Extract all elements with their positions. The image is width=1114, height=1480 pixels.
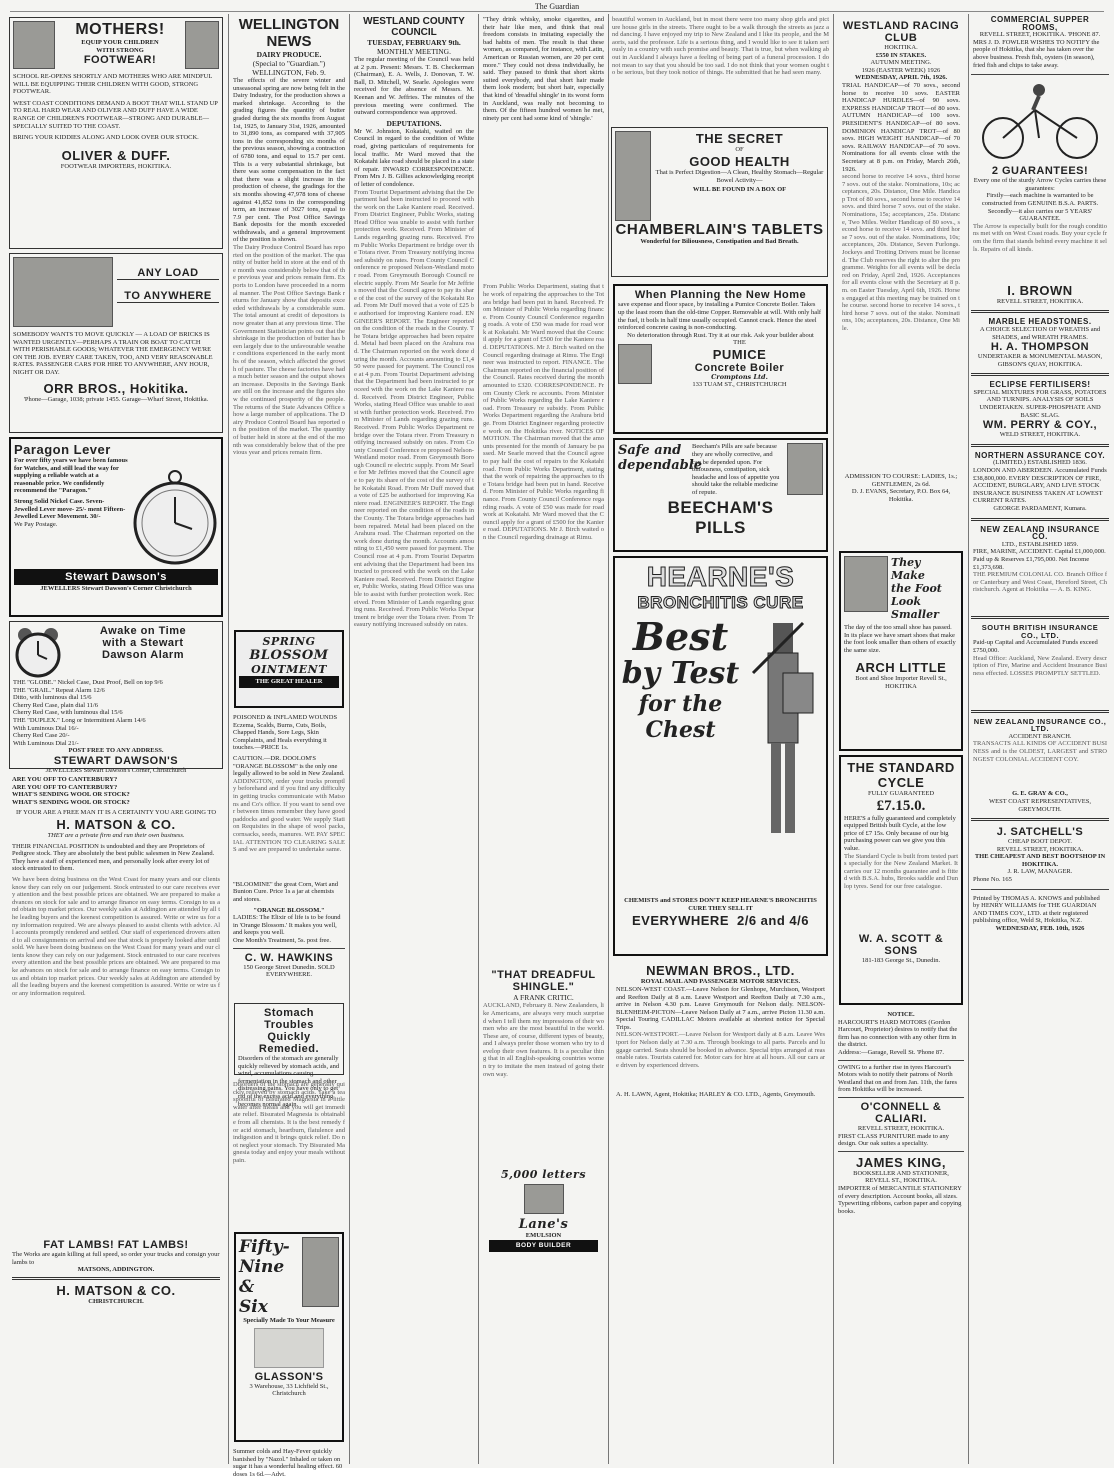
cycle-price: £7.15.0. (876, 797, 926, 814)
column-2-lower-ads (231, 1000, 347, 1478)
mothers-tag2: WITH STRONG (96, 46, 144, 54)
council-deputation: DEPUTATIONS. (386, 118, 442, 128)
arch-little-ad (839, 551, 963, 751)
hearnes-slogan3: for the Chest (638, 691, 723, 744)
northern-sub: (LIMITED.) ESTABLISHED 1836. (993, 459, 1087, 467)
notice-title: NOTICE. (887, 1011, 915, 1018)
satchell-body: THE CHEAPEST AND BEST BOOTSHOP IN HOKITIKA. (974, 853, 1106, 868)
column-rule (833, 14, 834, 1464)
any-load-tag: ANY LOAD (117, 267, 219, 280)
mothers-body3: BRING YOUR KIDDIES ALONG AND LOOK OVER OUR STOCK. (13, 134, 199, 142)
imprint-body: Printed by THOMAS A. KNOWS and published by HENRY WILLIAMS for THE GUARDIAN AND TIMES COY., LTD. at their registered publishing office, Weld St, Hokitika, N.Z. (973, 894, 1100, 925)
orange-bloomine: "BLOOMINE" the great Corn, Wart and Bunion Cure. Price 1s a jar at chemists and stores. (233, 880, 339, 903)
lanes-body: BODY BUILDER (489, 1240, 598, 1252)
alarm-item: With Luminous Dial 21/- (13, 739, 79, 747)
northern-body: LONDON AND ABERDEEN. Accumulated Funds £38,800,000. EVERY DESCRIPTION OF FIRE, ACCIDENT, BURGLARY, AND LIVE STOCK INSURANCE BUSINESS TAKEN AT LOWEST CURRENT RATES. (973, 467, 1107, 505)
alarm-item: Cherry Red Case, with luminous dial 15/6 (13, 709, 123, 717)
costume-illustration (254, 1328, 324, 1368)
pumice-firm: Cromptons Ltd. (711, 372, 768, 381)
oliver-duff-firm: OLIVER & DUFF. (61, 147, 171, 163)
south-article-text (973, 655, 1107, 705)
lanes-emulsion-ad (486, 1165, 601, 1273)
matson-firm2: H. MATSON & CO. (56, 1282, 176, 1298)
south-body: Paid-up Capital and Accumulated Funds exceed £750,000. (973, 639, 1098, 654)
chamberlain-body: That is Perfect Digestion—A Clean, Healthy Stomach—Regular Bowel Activity— (655, 168, 824, 184)
pumice-body: save expense and floor space, by installing a Pumice Concrete Boiler. Takes up the least room than the old-time Copper. Removable at will. With only half the fuel, it boils in half time usually occupied. Cannot crack. Hence the steel reinforced concrete casing is non-conducting. (618, 301, 822, 332)
thompson-firm: H. A. THOMPSON (990, 341, 1090, 354)
pumice-note: No deterioration through Rust. Try it at our risk. Ask your builder about (627, 331, 814, 339)
notice-addr: Address:—Garage, Revell St. 'Phone 87. (838, 1048, 945, 1056)
gray-addr: WEST COAST REPRESENTATIVES, GREYMOUTH. (989, 797, 1091, 813)
column-rule (349, 14, 350, 1464)
column-4-article-text-left (481, 281, 606, 1279)
nz-insurance-ad (971, 524, 1109, 614)
matson-q2: ARE YOU OFF TO CANTERBURY? (12, 783, 118, 791)
spring-blossom-ad (234, 630, 344, 708)
column-rule (478, 14, 479, 1464)
paragon-title: Paragon Lever (14, 442, 111, 457)
paragon-postage: We Pay Postage. (14, 520, 58, 528)
nzacc-sub: ACCIDENT BRANCH. (1008, 732, 1072, 740)
notice-body: HARCOURT'S HARD MOTORS (Gordon Harcourt, Proprietor) desires to notify that the firm has no connection with any other firm in the district. (838, 1018, 958, 1049)
blossom-title2: BLOSSOM (249, 648, 329, 664)
hearnes-title2: BRONCHITIS CURE (637, 593, 804, 613)
boots-title3: Smaller (891, 608, 939, 621)
satchell-title: J. SATCHELL'S (996, 826, 1084, 839)
matson-firm: H. MATSON & CO. (56, 816, 176, 832)
shingle-sub: A FRANK CRITIC. (513, 993, 574, 1003)
stomach-title1: Stomach Troubles (264, 1007, 314, 1031)
alarm-clock-icon (13, 625, 63, 679)
alarm-item: Cherry Red Case 20/- (13, 732, 70, 740)
wellington-news-headline: WELLINGTON NEWS (238, 16, 340, 50)
james-king-addr: REVELL ST., HOKITIKA. (865, 1177, 937, 1185)
mothers-tag3: FOOTWEAR! (83, 54, 157, 67)
lanes-firm: Lane's (518, 1217, 569, 1233)
alarm-item: Ditto, with luminous dial 15/6 (13, 694, 92, 702)
letter-body: "They drink whisky, smoke cigarettes, and their hair like men, and think that real freedom consists in imitating especially the bad habits of men. The result is that these women, as compared, for instance, with Latin, American or Russian women, are 20 per cent more." They could not dress individually, he said. They paused to think that short skirts suited everybody, and that short hair made them look modern; but short hair, especially that kind of 'dreadful shingle' in its worst form in Auckland, was really not becoming to them. Of the fifteen hundred women he met, ninety per cent had some kind of 'shingle.' (483, 16, 604, 122)
alarm-title2: with a Stewart (102, 637, 184, 649)
pumice-brand2: PUMICE (712, 346, 767, 362)
boots-title1: They Make (891, 556, 925, 582)
shingle-title: "THAT DREADFUL SHINGLE." (491, 969, 596, 994)
matson-q1: ARE YOU OFF TO CANTERBURY? (12, 776, 118, 783)
nzins-body: FIRE, MARINE, ACCIDENT. Capital £1,000,000. Paid up & Reserves £1,795,000. Net Income £1,373,698. (973, 548, 1106, 571)
beecham-body: Beecham's Pills are safe because they are wholly corrective, and can be depended upon. For biliousness, constipation, sick headache and loss of appetite you should take the reliable medicine of repute. (692, 443, 780, 496)
orr-firm: ORR BROS., Hokitika. (43, 380, 189, 396)
hearnes-slogan1: Best (632, 614, 729, 660)
guarantees-body: Every one of the sturdy Arrow Cycles carries these guarantees: (973, 177, 1107, 192)
arch-little-sub: Boot and Shoe Importer Revell St., HOKITIKA (855, 675, 947, 690)
oliver-duff-sub: FOOTWEAR IMPORTERS, HOKITIKA. (60, 162, 172, 170)
truck-illustration (13, 257, 113, 327)
hearnes-line: CHEMISTS and STORES DON'T KEEP HEARNE'S BRONCHITIS CURE THEY SELL IT (624, 897, 817, 912)
arch-little-firm: ARCH LITTLE (855, 660, 947, 676)
newman-bros-ad (613, 960, 828, 1140)
wellington-sub2: (Special to "Guardian.") (252, 59, 326, 68)
fert-title: ECLIPSE FERTILISERS! (989, 380, 1091, 390)
knight-icon (743, 613, 823, 893)
bottle-illustration (524, 1184, 564, 1214)
hearnes-every: EVERYWHERE (632, 912, 729, 928)
letter-article (481, 14, 606, 124)
stomach-ad (234, 1003, 344, 1108)
oconnell-title: O'CONNELL & CALIARI. (860, 1100, 942, 1125)
supper-title: COMMERCIAL SUPPER ROOMS, (990, 15, 1090, 32)
matson-body: THEIR FINANCIAL POSITION is undoubted and they are Proprietors of Pedigree stock. They are absolutely the best public salesmen in New Zealand. They have a staff of experienced men, and personally look after every lot of stock entrusted to them. (12, 842, 215, 873)
chamberlain-firm: CHAMBERLAIN'S TABLETS (615, 221, 824, 239)
shingle-article-text (483, 1002, 604, 1162)
matson-q3: WHAT'S SENDING WOOL OR STOCK? (12, 791, 130, 799)
council-body2: Mr W. Johnston, Kokatahi, waited on the Council in regard to the condition of White road, giving particulars of requirements for local traffic. Mr Ward moved that the Kokatahi lake road should be placed in a state of repair. INWARD CORRESPONDENCE. From Mrs J. B. Gillies acknowledging receipt of letter of condolence. (354, 127, 474, 188)
pumice-brand3: Concrete Boiler (694, 361, 785, 374)
column-4-ads (610, 281, 831, 1279)
marble-body: A CHOICE SELECTION OF WREATHS and SHADES, and WREATH FRAMES. (979, 325, 1101, 341)
alarm-firm-sub: JEWELLERS Stewart Dawson's Corner, Christchurch (45, 766, 187, 774)
matson-q4: WHAT'S SENDING WOOL OR STOCK? (12, 798, 130, 806)
orange-ladies-title: "ORANGE BLOSSOM." (253, 906, 325, 914)
to-anywhere-tag: TO ANYWHERE (117, 290, 219, 303)
orange-month: One Month's Treatment, 5s. post free. (233, 936, 331, 944)
nzacc-title: NEW ZEALAND INSURANCE CO., LTD. (973, 716, 1107, 734)
matson-intro: IF YOUR ARE A FREE MAN IT IS A CERTAINTY YOU ARE GOING TO (15, 809, 217, 817)
pumice-title: When Planning the New Home (634, 289, 807, 302)
racing-article-text (842, 173, 960, 473)
children-illustration (13, 21, 55, 69)
thompson-sub: UNDERTAKER & MONUMENTAL MASON, GIBSON'S QUAY, HOKITIKA. (977, 353, 1103, 368)
mothers-body2: WEST COAST CONDITIONS DEMAND A BOOT THAT WILL STAND UP TO REAL HARD WEAR AND OLIVER AND DUFF HAVE A WIDE RANGE OF CHILDREN'S FOOTWEAR—STRONG AND DURABLE—SPECIALLY SUITED TO THE COAST. (13, 99, 218, 130)
letter-article-text (612, 16, 829, 112)
matson-firm2-sub: CHRISTCHURCH. (88, 1297, 144, 1305)
bicycle-rider-icon (973, 80, 1107, 160)
satchell-ad (971, 824, 1109, 886)
stewart-dawson-sub: JEWELLERS Stewart Dawson's Corner Christchurch (40, 585, 192, 592)
cycle-title: THE STANDARD CYCLE (847, 760, 955, 790)
oconnell-sub: REVELL STREET, HOKITIKA. (857, 1124, 945, 1132)
racing-body: TRIAL HANDICAP—of 70 sovs., second horse to receive 10 sovs. EASTER HANDICAP HURDLES—of 90 sovs. EXPRESS HANDICAP TROT—of 80 sovs. AUTUMN HANDICAP—of 100 sovs. PRESIDENT'S HANDICAP—of 80 sovs. DOMINION HANDICAP TROT—of 80 sovs. HIGH WEIGHT HANDICAP—of 70 sovs. RAILWAY HANDICAP—of 70 sovs. Nominations for all events close with the Secretary at 8 p.m. on Friday, March 26th, 1926. (842, 81, 960, 173)
perry-addr: WELD STREET, HOKITIKA. (999, 431, 1081, 439)
blossom-title1: SPRING (262, 635, 316, 649)
hearnes-ad (613, 556, 828, 956)
beecham-slogan1: Safe and (618, 443, 682, 459)
racing-date: WEDNESDAY, APRIL 7th, 1926. (854, 74, 948, 82)
nzins-title: NEW ZEALAND INSURANCE CO. (980, 524, 1100, 542)
wellington-news-article (231, 14, 347, 626)
stomach-article-text (231, 1079, 347, 1229)
blossom-title3: OINTMENT (251, 663, 327, 677)
marble-ad (971, 316, 1109, 370)
beecham-firm1: BEECHAM'S (667, 498, 774, 518)
newman-body: NELSON-WEST COAST.—Leave Nelson for Glenhope, Murchison, Westport and Reefton Daily at 8 a.m. Leave Westport and Reefton Daily at 7.30 a.m., arrive in Nelson 4.30 p.m. Leave Greymouth for Nelson daily. NELSON-BLENHEIM-PICTON—Leave Nelson Daily at 7 a.m., arrive Picton 11.30 a.m. Special Touring CADILLAC Motors available at shortest notice for Special Trips. (616, 985, 825, 1031)
racing-stakes: £550 IN STAKES. (875, 51, 927, 59)
orr-bros-ad (9, 253, 223, 433)
hearnes-slogan2: by Test (621, 656, 740, 692)
satchell-sub: CHEAP BOOT DEPOT. (1008, 838, 1072, 846)
letters-title: 5,000 letters (500, 1168, 587, 1182)
shoe-illustration (844, 556, 888, 612)
beecham-slogan2: dependable (618, 458, 702, 474)
mothers-tag1: EQUIP YOUR CHILDREN (81, 39, 159, 46)
alarm-item: With Luminous Dial 16/- (13, 724, 79, 732)
wellington-article-text (233, 244, 345, 624)
marble-title: MARBLE HEADSTONES. (988, 317, 1092, 327)
orange-article-text (233, 778, 345, 878)
racing-club-ad (839, 17, 963, 547)
nazol-note: Summer colds and Hay-Fever quickly banished by "Nazol." Inhaled or taken on sugar it has a wonderful healing effect. 60 doses 1s 6d.—Advt. (233, 1448, 343, 1478)
notice-ad (836, 1009, 966, 1217)
council-sub: MONTHLY MEETING. (377, 47, 451, 56)
cycle-addr: 181-183 George St., Dunedin. (861, 956, 941, 964)
lady-illustration (302, 1237, 339, 1307)
alarm-firm: STEWART DAWSON'S (53, 754, 179, 767)
chamberlain-title2: GOOD HEALTH (689, 153, 790, 169)
racing-column (836, 14, 966, 1464)
northern-ad (971, 450, 1109, 515)
chamberlain-tag: Wonderful for Biliousness, Constipation and Bad Breath. (640, 238, 799, 246)
wellington-body: The effects of the severe winter and unseasonal spring are now being felt in the Dairy Industry, for the production shows a marked shrinkage. According to the grading figures the quantity of butter graded during the six months from August 1st, 1925, to January 31st, 1926, amounted to 31,890 tons, as compared with 37,905 tons in the corresponding six months of the previous season, showing a contraction of 6780 tons, and equal to 15.7 per cent. This is a very substantial shrinkage, but there was some compensation in the fact that there was a slight increase in the production of cheese, the gradings for the six months showing 47,978 tons of cheese against 41,852 tons in the corresponding term, an increase of 3027 tons, equal to 7.9 per cent. The Post Office Savings Bank deposits for the month exceeded withdrawals, and a general improvement of the position is shown. (233, 77, 345, 244)
alarm-item: THE "GLOBE." Nickel Case, Dust Proof, Bell on top 9/6 (13, 679, 163, 686)
fert-body: SPECIAL MIXTURES FOR GRASS, POTATOES AND TURNIPS. ANALYSIS OF SOILS UNDERTAKEN. SUPER-PHOSPHATE AND BASIC SLAG. (973, 388, 1107, 419)
cycle-body: HERE'S a fully guaranteed and completely equipped British built Cycle, at the low price of £7 15s. Only because of our big purchasing power can we give you this value. (844, 814, 956, 852)
hawkins-sub: 150 George Street Dunedin. SOLD EVERYWHERE. (243, 963, 335, 979)
standard-cycle-ad (839, 755, 963, 1005)
newman-title: NEWMAN BROS., LTD. (646, 963, 795, 979)
wellington-dateline: WELLINGTON, Feb. 9. (252, 68, 326, 77)
owing-body: OWING to a further rise in tyres Harcourt's Motors wish to notify their patrons of North Westland that on and from Jan. 11th, the fares from Hokitika will be increased. (838, 1063, 958, 1094)
nzins-sub: LTD., ESTABLISHED 1859. (1001, 540, 1079, 548)
pumice-brand1: THE (733, 339, 746, 347)
pocket-watch-icon (132, 457, 218, 567)
orange-caution: CAUTION.—DR. DOOLOM'S "ORANGE BLOSSOM" is the only one legally allowed to be sold in New Zealand. (233, 755, 345, 778)
boiler-illustration (618, 344, 652, 384)
nzins-article-text (973, 571, 1107, 611)
glasson-special: Specially Made To Your Measure (243, 1317, 335, 1324)
alarm-title3: Dawson Alarm (101, 649, 184, 661)
glasson-ad (234, 1232, 344, 1442)
newman-agent: A. H. LAWN, Agent, Hokitika; HARLEY & CO. LTD., Agents, Greymouth. (616, 1091, 816, 1099)
racing-meeting: AUTUMN MEETING. (870, 59, 932, 67)
racing-admission: ADMISSION TO COURSE: LADIES, 1s.; GENTLEMEN, 2s 6d. (844, 473, 958, 488)
matson-article-text (12, 876, 220, 1236)
matson-ad (9, 773, 223, 1371)
masthead (10, 2, 1104, 12)
fertiliser-ad (971, 379, 1109, 441)
newman-article-text (616, 1031, 825, 1091)
supper-addr: REVELL STREET, HOKITIKA. 'PHONE 87. (979, 31, 1101, 39)
blossom-band: THE GREAT HEALER (239, 676, 339, 688)
glasson-title1: Fifty- (239, 1237, 290, 1257)
glasson-title2: Nine & (239, 1257, 285, 1297)
mothers-headline: MOTHERS! (75, 21, 165, 38)
oconnell-body: FIRST CLASS FURNITURE made to any design. Our oak suites a speciality. (838, 1132, 949, 1148)
supper-body: MRS J. D. FOWLER WISHES TO NOTIFY the people of Hokitika, that she has taken over the above business. Fresh fish, oysters (in season), fried fish and chips to take away. (973, 38, 1100, 69)
racing-title: WESTLAND RACING CLUB (842, 20, 960, 44)
satchell-addr: REVELL STREET, HOKITIKA. (996, 845, 1084, 853)
orr-contact: 'Phone—Garage, 1038; private 1455. Garage—Wharf Street, Hokitika. (23, 395, 209, 403)
alarm-post: POST FREE TO ANY ADDRESS. (68, 747, 164, 755)
cycle-guarantee: FULLY GUARANTEED (867, 790, 935, 797)
chamberlain-of: OF (735, 146, 744, 154)
boots-title2: the Foot Look (891, 582, 942, 608)
nzacc-article-text (973, 740, 1107, 790)
james-king-sub: BOOKSELLER AND STATIONER, (853, 1169, 949, 1177)
fat-lambs: FAT LAMBS! FAT LAMBS! (43, 1238, 189, 1251)
newman-sub: ROYAL MAIL AND PASSENGER MOTOR SERVICES. (640, 978, 801, 986)
perry-firm: WM. PERRY & COY., (982, 419, 1098, 432)
masthead-title: The Guardian (534, 2, 580, 11)
mothers-ad (9, 17, 223, 249)
supper-rooms-ad (971, 14, 1109, 71)
council-body: The regular meeting of the Council was held at 2 p.m. Present: Messrs. T. B. Checkerman (Chairman), E. A. Wells, J. Donovan, T. W. Ball, D. Mitchell, W. Searle. Apologies were received for the absence of Messrs. M. Keenan and W. Jeffries. The minutes of the previous meeting were confirmed. The outward correspondence was approved. (354, 56, 474, 117)
column-rule (968, 14, 969, 1464)
letter-article-2 (610, 14, 831, 124)
south-title: SOUTH BRITISH INSURANCE CO., LTD. (981, 623, 1099, 640)
south-british-ad (971, 622, 1109, 706)
council-headline: WESTLAND COUNTY COUNCIL (363, 16, 465, 38)
pumice-boiler-ad (613, 284, 828, 434)
paragon-body: For over fifty years we have been famous for Watches, and still lead the way for supplying a reliable watch at a reasonable price. We confidently recommend the "Paragon." (14, 457, 128, 495)
matson-sign: MATSONS, ADDINGTON. (77, 1266, 155, 1274)
alarm-item: THE "DUPLEX." Long or Intermittent Alarm 14/6 (13, 716, 146, 724)
orange-body: POISONED & INFLAMED WOUNDS Eczema, Scalds, Burns, Cuts, Boils, Chapped Hands, Sore Legs, Skin Complaints, and Heals everything it touches.—PRICE 1s. (233, 714, 338, 752)
alarm-item: THE "GRAIL." Repeat Alarm 12/6 (13, 686, 105, 694)
matson-tag: THEY are a private firm and run their own business. (47, 831, 185, 839)
chamberlain-found: WILL BE FOUND IN A BOX OF (692, 186, 787, 194)
nz-accident-ad (971, 716, 1109, 816)
guarantee-1: Firstly—each machine is warranted to be constructed from GENUINE B.S.A. PARTS. (981, 192, 1099, 207)
cycle-article-text (844, 853, 958, 933)
column-rule (228, 14, 229, 1464)
wellington-sub1: DAIRY PRODUCE. (256, 50, 322, 59)
pumice-addr: 133 TUAM ST., CHRISTCHURCH (692, 381, 787, 389)
alarm-title1: Awake on Time (99, 625, 187, 637)
lanes-emul: EMULSION (525, 1232, 562, 1240)
racing-sec: D. J. EVANS, Secretary, P.O. Box 64, Hokitika. (851, 488, 951, 503)
imprint-date: WEDNESDAY, FEB. 10th, 1926 (995, 925, 1085, 933)
orange-ladies: LADIES: The Elixir of life is to be found in 'Orange Blossom.' It makes you well, and keeps you well. (233, 914, 341, 937)
bicycle-ad (971, 78, 1109, 307)
bicycle-article-text (973, 223, 1107, 283)
satchell-mgr: J. R. LAW, MANAGER. (1007, 868, 1073, 876)
chamberlain-ad (611, 127, 828, 277)
guarantees-title: 2 GUARANTEES! (991, 165, 1089, 178)
column-1 (6, 14, 226, 1464)
hearnes-prices: 2/6 and 4/6 (737, 912, 809, 928)
guarantee-2: Secondly—it also carries our 5 YEARS' GUARANTEE. (987, 207, 1093, 223)
column-4 (481, 14, 831, 1464)
racing-easter: 1926 (EASTER WEEK) 1926 (861, 66, 941, 74)
dog-illustration (185, 21, 219, 69)
council-article-text (354, 189, 474, 1189)
westland-council-article (352, 14, 476, 1191)
matson-works: The Works are again killing at full speed, so order your trucks and consign your lambs to (12, 1250, 220, 1266)
northern-title: NORTHERN ASSURANCE COY. (974, 450, 1106, 460)
chemist-illustration (787, 443, 823, 495)
alarm-clock-ad (9, 621, 223, 774)
orange-blossom-ad (231, 712, 347, 981)
column-4-left-article-text (483, 283, 604, 963)
column-3-bottom (352, 1040, 476, 1464)
column-6 (971, 14, 1109, 1464)
stewart-dawson-firm: Stewart Dawson's (14, 569, 218, 585)
mothers-body: SCHOOL RE-OPENS SHORTLY AND MOTHERS WHO ARE MINDFUL WILL BE EQUIPPING THEIR CHILDREN WITH GOOD, STRONG FOOTWEAR. (13, 73, 213, 96)
council-date: TUESDAY, FEBRUARY 9th. (367, 38, 461, 47)
northern-agent: GEORGE PARDAMENT, Kumara. (993, 505, 1087, 512)
satchell-phone: Phone No. 165 (973, 876, 1012, 884)
racing-sub1: HOKITIKA. (884, 44, 918, 51)
figure-illustration (615, 131, 651, 221)
glasson-title3: Six (239, 1297, 268, 1317)
brown-addr: REVELL STREET, HOKITIKA. (996, 297, 1084, 305)
james-king-title: JAMES KING, (855, 1154, 946, 1170)
james-king-body: IMPORTER of MERCANTILE STATIONERY of every description. Account books, all sizes. Typewriting ribbons, carbon paper and copying books. (838, 1184, 962, 1215)
beecham-ad (613, 438, 828, 552)
orr-body: SOMEBODY WANTS TO MOVE QUICKLY — A LOAD OF BRICKS IS WANTED URGENTLY—PERHAPS A TRAIN OR BOAT TO CATCH WITH PERISHABLE GOODS; WHATEVER THE EMERGENCY WE'RE ON THE JOB. EVERY CARE TAKEN, TOO, AND VERY REASONABLE RATES. PASSENGER CARS FOR HIRE TO ANYWHERE, ANY HOUR, NIGHT OR DAY. (13, 331, 213, 376)
stomach-title2: Quickly Remedied. (258, 1031, 320, 1055)
boots-body: The day of the too small shoe has passed. In its place we have smart shoes that make the foot look smaller than others of exactly the same size. (844, 624, 956, 654)
hawkins-firm: C. W. HAWKINS (244, 951, 334, 964)
alarm-item: Cherry Red Case, plain dial 11/6 (13, 701, 98, 709)
chamberlain-title1: THE SECRET (695, 131, 784, 147)
hearnes-title1: HEARNE'S (646, 561, 795, 593)
cycle-firm: W. A. SCOTT & SONS (858, 932, 944, 957)
gray-firm: G. E. GRAY & CO., (1012, 790, 1068, 798)
beecham-firm2: PILLS (695, 518, 746, 538)
glasson-firm: GLASSON'S (254, 1370, 324, 1383)
paragon-lever-ad (9, 437, 223, 617)
glasson-addr: 3 Warehouse, 33 Lichfield St., Christchurch (249, 1382, 329, 1398)
paragon-specs: Strong Solid Nickel Case. Seven-Jewelled Lever move- 25/- ment Fifteen-Jewelled Lever Movement. 30/- (14, 497, 126, 521)
imprint (971, 893, 1109, 935)
stomach-body: Disorders of the stomach are generally quickly relieved by stomach acids, and wind, accumulations causing fermentation in the stomach and other distressing pains. You have only to get rid of the excess acid and everything becomes normal again. (238, 1055, 340, 1108)
brown-firm: I. BROWN (1007, 282, 1073, 298)
